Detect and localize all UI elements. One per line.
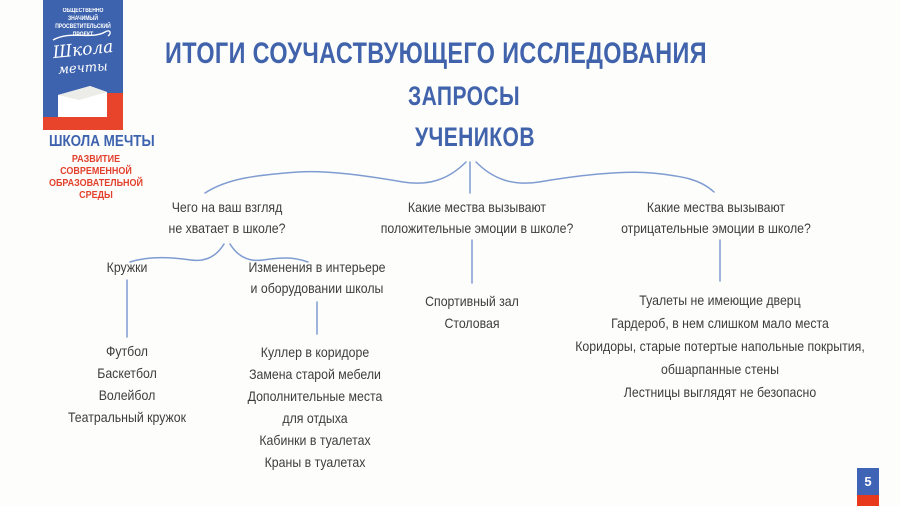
list-item: Спортивный зал — [425, 293, 519, 309]
logo-tagline-line1: РАЗВИТИЕ СОВРЕМЕННОЙ — [60, 154, 132, 177]
logo-tagline-line2: ОБРАЗОВАТЕЛЬНОЙ СРЕДЫ — [48, 178, 144, 201]
logo-script-line2: мечты — [57, 59, 109, 78]
clubs-list — [30, 340, 224, 428]
list-item: Коридоры, старые потертые напольные покрытия, — [575, 338, 865, 354]
list-item: Туалеты не имеющие дверц — [639, 292, 801, 308]
list-item: Кабинки в туалетах — [259, 432, 371, 448]
logo-project-text — [49, 7, 116, 39]
subbranch-clubs-label: Кружки — [106, 259, 148, 275]
question-missing-line1: Чего на ваш взгляд — [171, 199, 283, 215]
list-item: Гардероб, в нем слишком мало места — [611, 315, 829, 331]
list-item: Куллер в коридоре — [260, 344, 370, 360]
list-item: Театральный кружок — [67, 409, 187, 425]
list-item: Замена старой мебели — [249, 366, 381, 382]
logo-script-line1: Школа — [51, 36, 115, 64]
list-item: Футбол — [105, 343, 148, 359]
question-missing-line2: не хватает в школе? — [168, 220, 286, 236]
connector-root-right — [476, 162, 714, 192]
logo-tagline — [44, 154, 148, 202]
logo-name: ШКОЛА МЕЧТЫ — [48, 133, 155, 150]
subbranch-interior-line2: и оборудовании школы — [250, 280, 384, 296]
page-number-badge: 5 — [857, 468, 879, 495]
list-item: Баскетбол — [97, 365, 157, 381]
logo-project-line1: ОБЩЕСТВЕННО ЗНАЧИМЫЙ — [62, 8, 104, 22]
question-negative-line1: Какие мества вызывают — [646, 199, 786, 215]
list-item: обшарпанные стены — [661, 361, 779, 377]
question-positive-line2: положительные эмоции в школе? — [380, 220, 574, 236]
slide-title-line3: УЧЕНИКОВ — [415, 122, 535, 152]
question-missing — [113, 197, 342, 239]
question-negative — [584, 197, 848, 239]
negative-places-list — [575, 289, 865, 404]
logo-project-line2: ПРОСВЕТИТЕЛЬСКИЙ ПРОЕКТ — [55, 24, 111, 38]
list-item: Столовая — [444, 315, 500, 331]
interior-list — [214, 341, 416, 473]
slide-title-line1: ИТОГИ СОУЧАСТВУЮЩЕГО ИССЛЕДОВАНИЯ — [165, 37, 707, 70]
list-item: для отдыха — [282, 410, 348, 426]
subbranch-interior-line1: Изменения в интерьере — [248, 259, 386, 275]
positive-places-list — [375, 290, 569, 334]
question-positive — [354, 197, 600, 239]
page-number-badge-tail — [857, 495, 879, 506]
question-negative-line2: отрицательные эмоции в школе? — [621, 220, 811, 236]
list-item: Лестницы выглядят не безопасно — [623, 384, 817, 400]
slide-title-line2: ЗАПРОСЫ — [408, 81, 520, 111]
list-item: Краны в туалетах — [264, 454, 366, 470]
connector-root-left — [205, 162, 466, 193]
list-item: Волейбол — [98, 387, 156, 403]
question-positive-line1: Какие мества вызывают — [407, 199, 547, 215]
list-item: Дополнительные места — [247, 388, 383, 404]
